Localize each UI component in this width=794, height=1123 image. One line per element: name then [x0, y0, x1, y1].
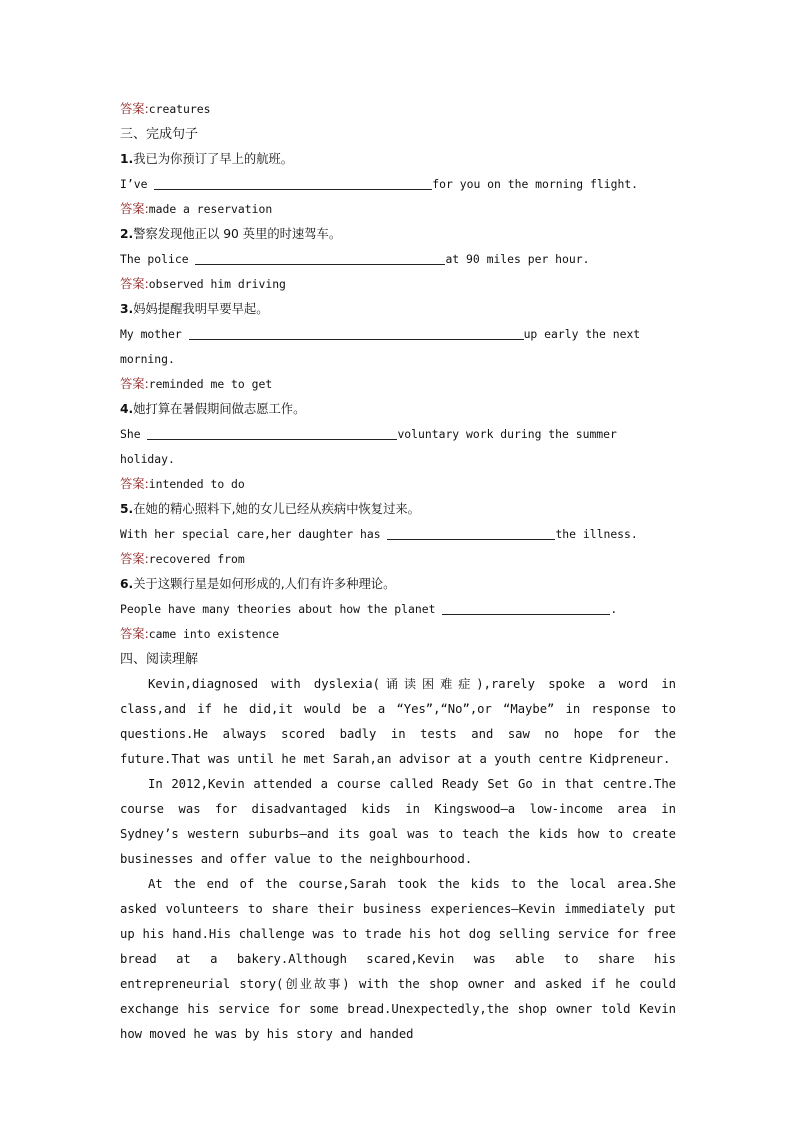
- sentence-start: The police: [120, 252, 196, 266]
- sentence-continuation: morning.: [120, 352, 175, 366]
- answer-text: reminded me to get: [148, 377, 273, 391]
- question-answer: [120, 472, 676, 497]
- question-sentence: [120, 422, 676, 447]
- sentence-end: .: [610, 602, 618, 616]
- answer-label: 答案:: [120, 102, 149, 116]
- sentence-end: voluntary work during the summer: [397, 427, 617, 441]
- answer-text: recovered from: [148, 552, 245, 566]
- question-prompt: [120, 297, 676, 322]
- question-number: 3.: [120, 302, 134, 316]
- answer-label: 答案:: [120, 477, 149, 491]
- sentence-end: the illness.: [555, 527, 638, 541]
- previous-answer: [120, 97, 676, 122]
- question-chinese: 我已为你预订了早上的航班。: [133, 152, 294, 166]
- sentence-start: My mother: [120, 327, 189, 341]
- answer-text: intended to do: [148, 477, 245, 491]
- sentence-end: at 90 miles per hour.: [445, 252, 590, 266]
- reading-paragraph: In 2012,Kevin attended a course called Ready Set Go in that centre.The course was for disadvantaged kids in Kingswood—a low-income area in Sydney’s western suburbs—and its goal was to teach the kids how to create businesses and offer value to the neighbourhood.: [120, 777, 676, 866]
- reading-paragraph: At the end of the course,Sarah took the kids to the local area.She asked volunteers to share their business experiences—Kevin immediately put up his hand.His challenge was to trade his hot dog selling service for free bread at a bakery.Although scared,Kevin was able to share his entrepreneurial story(创业故事) with the shop owner and asked if he could exchange his service for some bread.Unexpectedly,the shop owner told Kevin how moved he was by his story and handed: [120, 877, 676, 1041]
- question-sentence: [120, 322, 676, 347]
- question-chinese: 关于这颗行星是如何形成的,人们有许多种理论。: [133, 577, 396, 591]
- question-chinese: 她打算在暑假期间做志愿工作。: [133, 402, 306, 416]
- answer-label: 答案:: [120, 552, 149, 566]
- sentence-start: With her special care,her daughter has: [120, 527, 388, 541]
- section-title-reading: 四、阅读理解: [120, 652, 199, 667]
- question-prompt: [120, 397, 676, 422]
- answer-label: 答案:: [120, 277, 149, 291]
- question-sentence: [120, 597, 676, 622]
- question-answer: [120, 622, 676, 647]
- sentence-start: She: [120, 427, 148, 441]
- question-chinese: 警察发现他正以 90 英里的时速驾车。: [133, 227, 342, 241]
- question-answer: [120, 272, 676, 297]
- question-prompt: [120, 222, 676, 247]
- answer-label: 答案:: [120, 627, 149, 641]
- answer-text: came into existence: [148, 627, 280, 641]
- answer-blank[interactable]: [195, 251, 445, 265]
- question-number: 5.: [120, 502, 134, 516]
- question-answer: [120, 197, 676, 222]
- answer-label: 答案:: [120, 377, 149, 391]
- question-number: 4.: [120, 402, 134, 416]
- answer-blank[interactable]: [147, 426, 397, 440]
- sentence-end: up early the next: [523, 327, 641, 341]
- sentence-start: I’ve: [120, 177, 155, 191]
- sentence-end: for you on the morning flight.: [432, 177, 639, 191]
- question-sentence: [120, 522, 676, 547]
- question-answer: [120, 547, 676, 572]
- answer-blank[interactable]: [442, 601, 610, 615]
- question-number: 6.: [120, 577, 134, 591]
- answer-text: observed him driving: [148, 277, 286, 291]
- section-title-completion: 三、完成句子: [120, 127, 199, 142]
- sentence-start: People have many theories about how the planet: [120, 602, 443, 616]
- sentence-continuation: holiday.: [120, 452, 175, 466]
- question-number: 2.: [120, 227, 134, 241]
- question-prompt: [120, 147, 676, 172]
- question-sentence: [120, 172, 676, 197]
- question-answer: [120, 372, 676, 397]
- answer-blank[interactable]: [189, 326, 524, 340]
- answer-text: made a reservation: [148, 202, 273, 216]
- question-prompt: [120, 572, 676, 597]
- answer-text: creatures: [148, 102, 211, 116]
- answer-blank[interactable]: [387, 526, 555, 540]
- document-page: [120, 97, 676, 1047]
- answer-label: 答案:: [120, 202, 149, 216]
- question-chinese: 在她的精心照料下,她的女儿已经从疾病中恢复过来。: [133, 502, 420, 516]
- question-prompt: [120, 497, 676, 522]
- answer-blank[interactable]: [154, 176, 432, 190]
- question-sentence: [120, 247, 676, 272]
- question-number: 1.: [120, 152, 134, 166]
- question-chinese: 妈妈提醒我明早要早起。: [133, 302, 269, 316]
- reading-paragraph: Kevin,diagnosed with dyslexia(诵读困难症),rarely spoke a word in class,and if he did,it would be a “Yes”,“No”,or “Maybe” in response to questions.He always scored badly in tests and saw no hope for the future.That was until he met Sarah,an advisor at a youth centre Kidpreneur.: [120, 677, 676, 766]
